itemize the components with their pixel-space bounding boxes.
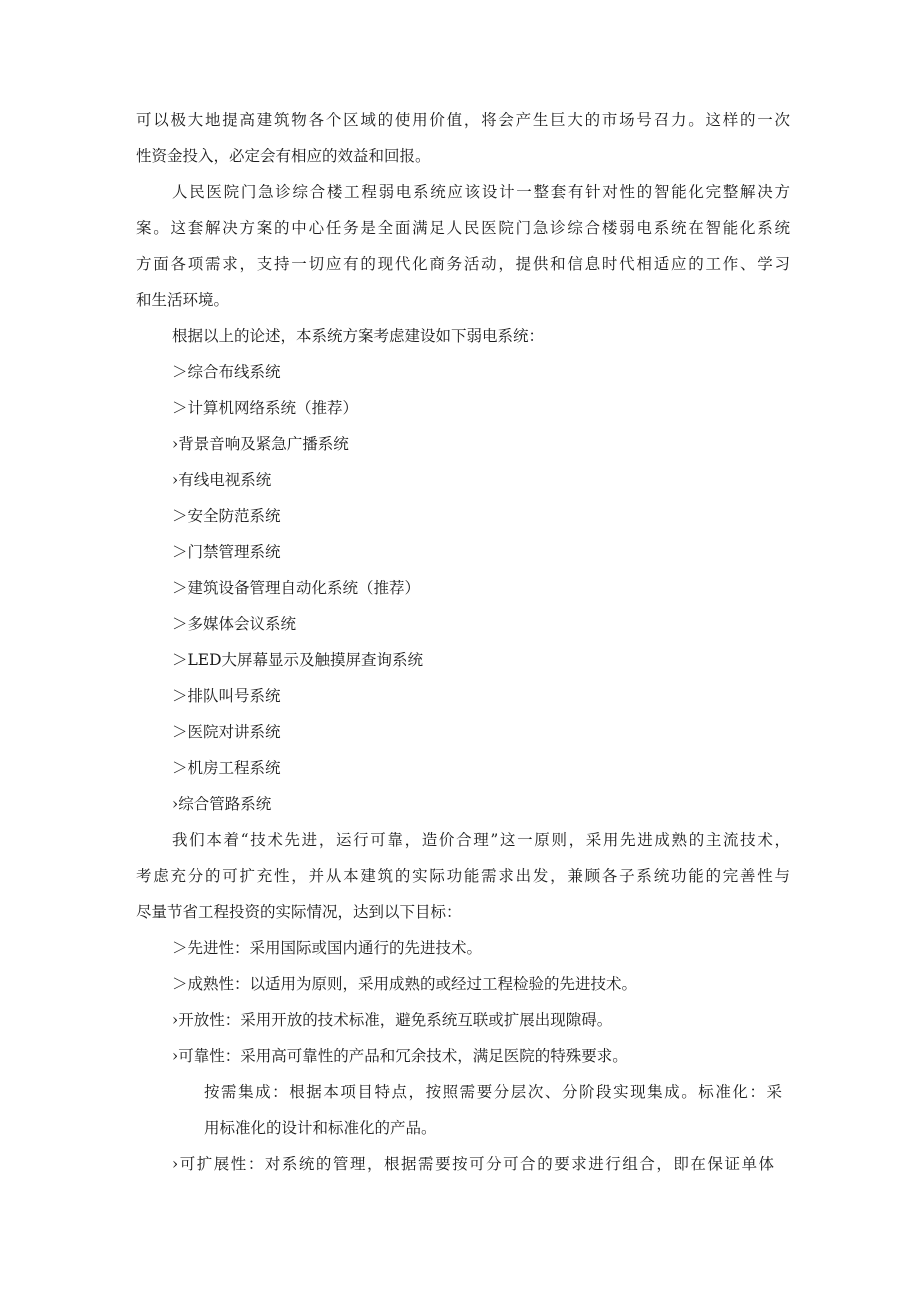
paragraph-5-line-2: 用标准化的设计和标准化的产品。: [204, 1119, 437, 1137]
system-list-item: ＞计算机网络系统（推荐）: [172, 399, 359, 417]
system-list-item: ＞医院对讲系统: [172, 723, 281, 741]
goal-list-item-last: ›可扩展性：对系统的管理，根据需要按可分可合的要求进行组合，即在保证单体: [172, 1155, 774, 1173]
paragraph-1-line-1: 可以极大地提高建筑物各个区域的使用价值，将会产生巨大的市场号召力。这样的一次: [136, 111, 790, 129]
goal-list-item: ＞先进性：采用国际或国内通行的先进技术。: [172, 939, 483, 957]
goal-list-item: ›可靠性：采用高可靠性的产品和冗余技术，满足医院的特殊要求。: [172, 1047, 628, 1065]
system-list-item: ＞门禁管理系统: [172, 543, 281, 561]
system-list-item: ›背景音响及紧急广播系统: [172, 435, 349, 453]
paragraph-3-line-1: 根据以上的论述，本系统方案考虑建设如下弱电系统：: [172, 327, 545, 345]
system-list-item: ＞机房工程系统: [172, 759, 281, 777]
system-list-item: ＞安全防范系统: [172, 507, 281, 525]
paragraph-2-line-3: 方面各项需求，支持一切应有的现代化商务活动，提供和信息时代相适应的工作、学习: [136, 255, 790, 273]
system-list-item: ＞LED大屏幕显示及触摸屏查询系统: [172, 651, 424, 669]
goal-list-item: ›开放性：采用开放的技术标准，避免系统互联或扩展出现隙碍。: [172, 1011, 613, 1029]
system-list-item: ＞建筑设备管理自动化系统（推荐）: [172, 579, 421, 597]
system-list-item: ＞多媒体会议系统: [172, 615, 297, 633]
paragraph-4-line-3: 尽量节省工程投资的实际情况，达到以下目标：: [136, 903, 462, 921]
system-list-item: ＞综合布线系统: [172, 363, 281, 381]
paragraph-5-line-1: 按需集成：根据本项目特点，按照需要分层次、分阶段实现集成。标准化：采: [204, 1083, 782, 1101]
paragraph-4-line-1: 我们本着“技术先进，运行可靠，造价合理”这一原则，采用先进成熟的主流技术，: [172, 831, 790, 849]
system-list-item: ›综合管路系统: [172, 795, 272, 813]
paragraph-2-line-4: 和生活环境。: [136, 291, 230, 309]
paragraph-4-line-2: 考虑充分的可扩充性，并从本建筑的实际功能需求出发，兼顾各子系统功能的完善性与: [136, 867, 790, 885]
paragraph-2-line-1: 人民医院门急诊综合楼工程弱电系统应该设计一整套有针对性的智能化完整解决方: [172, 183, 790, 201]
paragraph-1-line-2: 性资金投入，必定会有相应的效益和回报。: [136, 147, 431, 165]
system-list-item: ＞排队叫号系统: [172, 687, 281, 705]
paragraph-2-line-2: 案。这套解决方案的中心任务是全面满足人民医院门急诊综合楼弱电系统在智能化系统: [136, 219, 790, 237]
goal-list-item: ＞成熟性：以适用为原则，采用成熟的或经过工程检验的先进技术。: [172, 975, 638, 993]
system-list-item: ›有线电视系统: [172, 471, 272, 489]
